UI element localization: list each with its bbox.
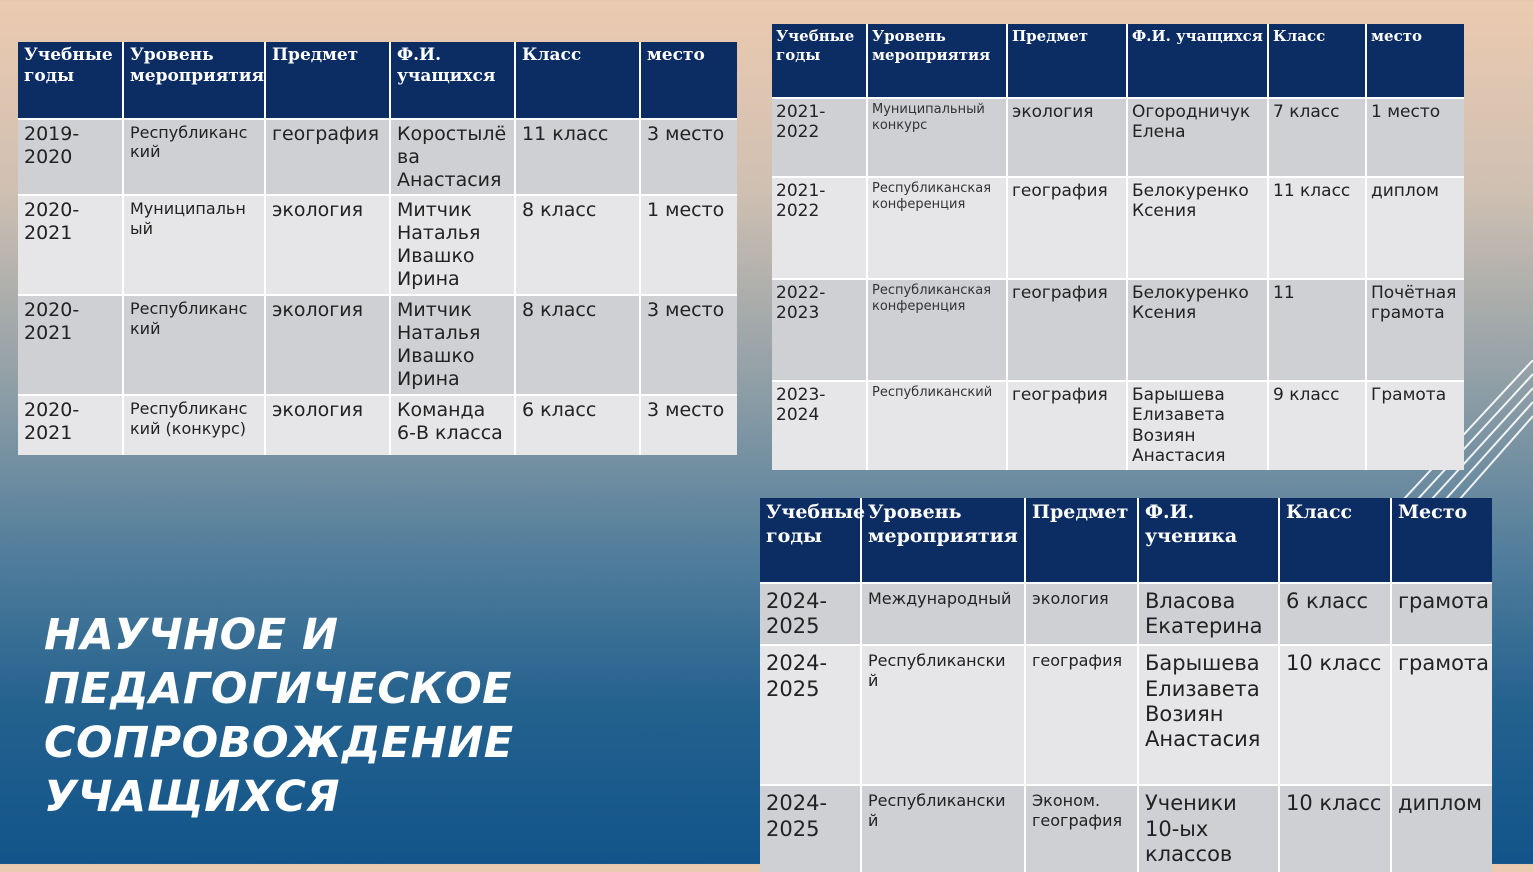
table-row [760,645,1492,785]
table-row [760,583,1492,645]
student-cell: Митчик Наталья Ивашко Ирина [390,195,515,295]
year-cell: 2024-2025 [760,785,861,872]
table-row [772,279,1464,381]
level-cell: Международный [861,583,1025,645]
grade-cell: 9 класс [1268,381,1366,470]
year-cell: 2020-2021 [18,295,123,395]
level-cell: Республиканский [867,381,1007,470]
year-cell: 2024-2025 [760,645,861,785]
year-cell: 2024-2025 [760,583,861,645]
subject-cell: география [1007,279,1127,381]
grade-cell: 10 класс [1279,645,1391,785]
student-cell: Белокуренко Ксения [1127,177,1268,279]
grade-cell: 8 класс [515,195,640,295]
subject-cell: экология [1025,583,1138,645]
header-cell: Уровень мероприятия [861,498,1025,583]
place-cell: 3 место [640,295,737,395]
header-cell: Предмет [265,42,390,119]
table-row [760,785,1492,872]
subject-cell: Эконом. география [1025,785,1138,872]
year-cell: 2021-2022 [772,98,867,177]
grade-cell: 11 класс [1268,177,1366,279]
table-header-row [772,24,1464,98]
table-header-row [760,498,1492,583]
level-cell: Республикански й [861,645,1025,785]
year-cell: 2021-2022 [772,177,867,279]
year-cell: 2022-2023 [772,279,867,381]
header-cell: Класс [1268,24,1366,98]
student-cell: Власова Екатерина [1138,583,1279,645]
header-cell: место [1366,24,1464,98]
subject-cell: география [1025,645,1138,785]
student-cell: Белокуренко Ксения [1127,279,1268,381]
grade-cell: 10 класс [1279,785,1391,872]
header-cell: Ф.И. учащихся [390,42,515,119]
header-cell: Уровень мероприятия [867,24,1007,98]
year-cell: 2023-2024 [772,381,867,470]
subject-cell: география [265,119,390,195]
table-row [772,177,1464,279]
level-cell: Республикански й [861,785,1025,872]
subject-cell: география [1007,381,1127,470]
grade-cell: 11 класс [515,119,640,195]
slide-title: НАУЧНОЕ И ПЕДАГОГИЧЕСКОЕ СОПРОВОЖДЕНИЕ УЧАЩИХСЯ [44,610,514,822]
place-cell: 1 место [640,195,737,295]
subject-cell: экология [265,295,390,395]
table-row [18,395,737,455]
subject-cell: экология [265,195,390,295]
place-cell: грамота [1391,645,1492,785]
student-cell: Барышева Елизавета Возиян Анастасия [1127,381,1268,470]
year-cell: 2020-2021 [18,395,123,455]
year-cell: 2020-2021 [18,195,123,295]
table-row [772,98,1464,177]
table-row [18,119,737,195]
place-cell: Почётная грамота [1366,279,1464,381]
header-cell: Учебные годы [18,42,123,119]
student-cell: Барышева Елизавета Возиян Анастасия [1138,645,1279,785]
header-cell: Учебные годы [760,498,861,583]
student-cell: Огородничук Елена [1127,98,1268,177]
table-row [18,195,737,295]
table-2019-2021 [18,42,737,455]
level-cell: Республиканс кий [123,295,265,395]
grade-cell: 6 класс [515,395,640,455]
header-cell: Место [1391,498,1492,583]
place-cell: Грамота [1366,381,1464,470]
header-cell: Класс [1279,498,1391,583]
student-cell: Ученики 10-ых классов [1138,785,1279,872]
level-cell: Республиканс кий (конкурс) [123,395,265,455]
grade-cell: 8 класс [515,295,640,395]
table-row [18,295,737,395]
level-cell: Муниципальный конкурс [867,98,1007,177]
year-cell: 2019-2020 [18,119,123,195]
level-cell: Республиканс кий [123,119,265,195]
table-header-row [18,42,737,119]
header-cell: Предмет [1025,498,1138,583]
grade-cell: 7 класс [1268,98,1366,177]
level-cell: Муниципальн ый [123,195,265,295]
place-cell: диплом [1391,785,1492,872]
subject-cell: экология [265,395,390,455]
place-cell: грамота [1391,583,1492,645]
level-cell: Республиканская конференция [867,279,1007,381]
subject-cell: экология [1007,98,1127,177]
place-cell: 3 место [640,395,737,455]
place-cell: 3 место [640,119,737,195]
grade-cell: 11 [1268,279,1366,381]
header-cell: Учебные годы [772,24,867,98]
grade-cell: 6 класс [1279,583,1391,645]
table-row [772,381,1464,470]
header-cell: Класс [515,42,640,119]
level-cell: Республиканская конференция [867,177,1007,279]
student-cell: Команда 6-В класса [390,395,515,455]
header-cell: место [640,42,737,119]
student-cell: Коростылё ва Анастасия [390,119,515,195]
table-2021-2024 [772,24,1464,470]
header-cell: Уровень мероприятия [123,42,265,119]
subject-cell: география [1007,177,1127,279]
header-cell: Предмет [1007,24,1127,98]
place-cell: 1 место [1366,98,1464,177]
table-2024-2025 [760,498,1492,872]
header-cell: Ф.И. ученика [1138,498,1279,583]
place-cell: диплом [1366,177,1464,279]
header-cell: Ф.И. учащихся [1127,24,1268,98]
student-cell: Митчик Наталья Ивашко Ирина [390,295,515,395]
